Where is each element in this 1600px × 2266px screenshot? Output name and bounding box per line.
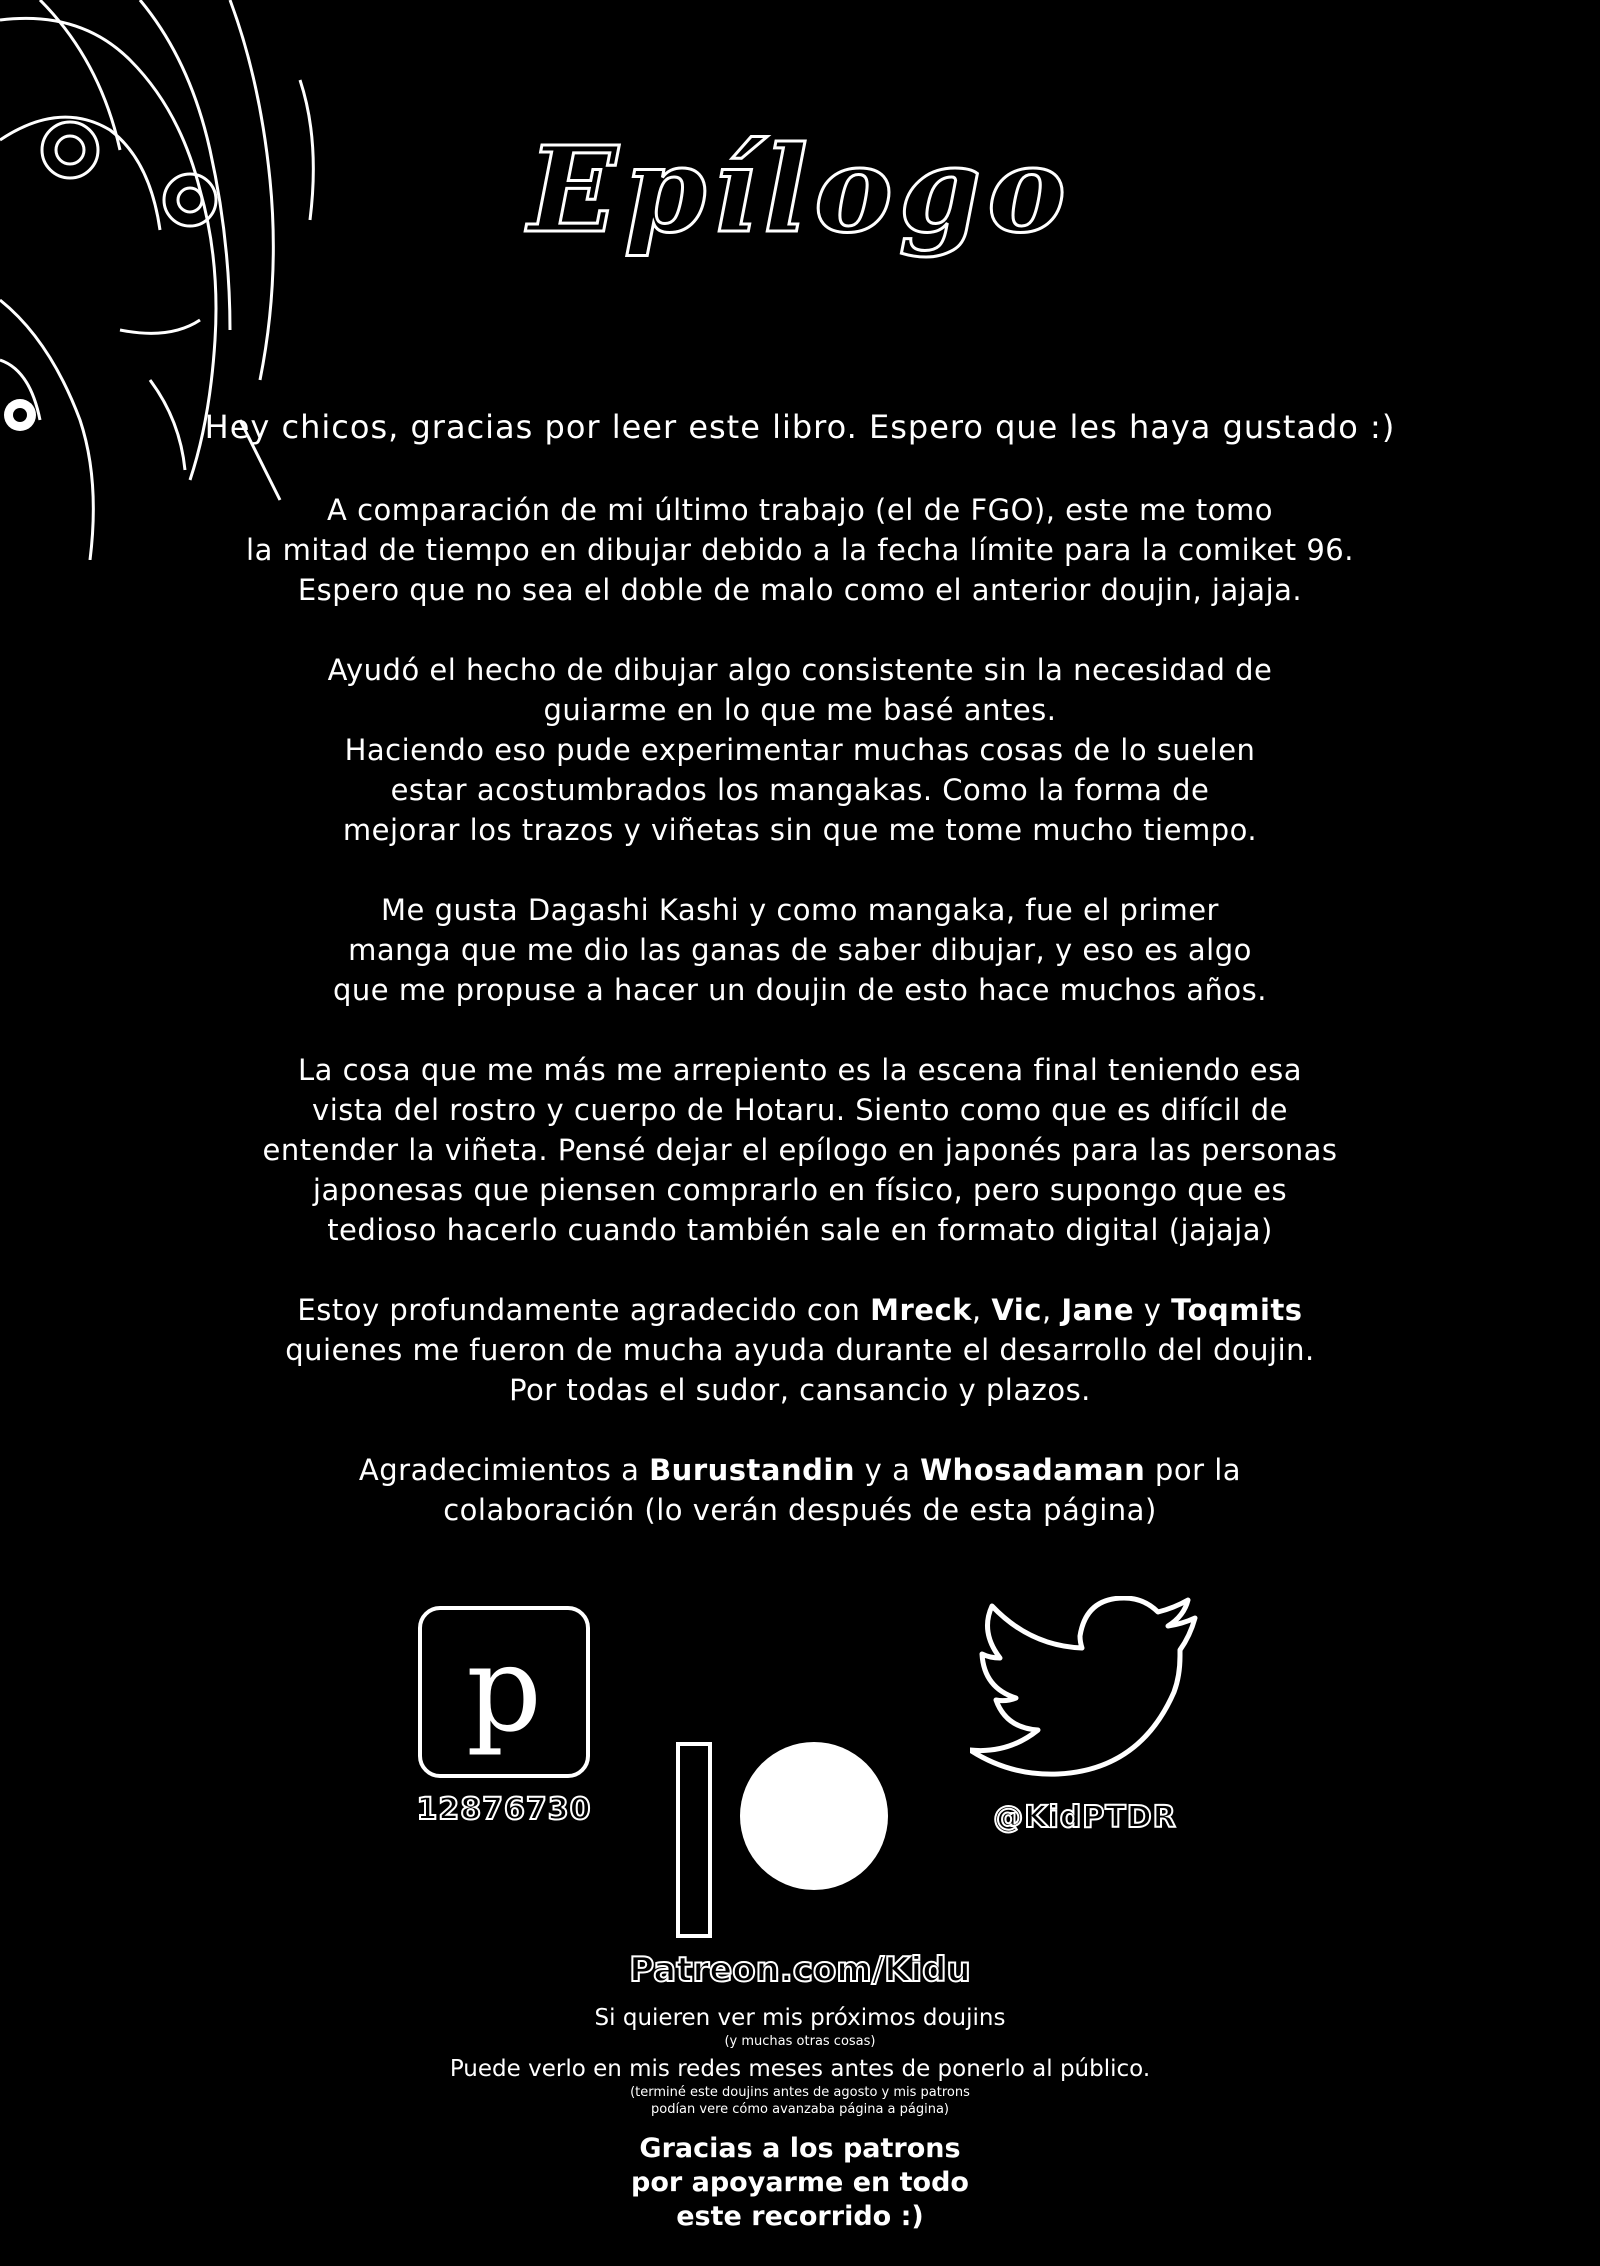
- twitter-handle: @KidPTDR: [993, 1800, 1177, 1835]
- text-line: A comparación de mi último trabajo (el de FGO), este me tomo: [327, 493, 1273, 527]
- greeting: Hey chicos, gracias por leer este libro. Espero que les haya gustado :): [204, 408, 1396, 446]
- paragraph-4: [140, 1050, 1460, 1250]
- pixiv-id: 12876730: [416, 1792, 592, 1827]
- footer-note-2a: (terminé este doujins antes de agosto y mis patrons: [630, 2085, 970, 2100]
- footer-note-2b: podían vere cómo avanzaba página a página): [650, 2102, 950, 2117]
- text-line: entender la viñeta. Pensé dejar el epílogo en japonés para las personas: [262, 1133, 1338, 1167]
- text-line: japonesas que piensen comprarlo en físico, pero supongo que es: [312, 1173, 1288, 1207]
- footer-note-1: (y muchas otras cosas): [724, 2034, 876, 2049]
- epilogue-body: [140, 490, 1460, 1570]
- thanked-name: Vic: [991, 1293, 1042, 1327]
- paragraph-2: [140, 650, 1460, 850]
- text-line: la mitad de tiempo en dibujar debido a la fecha límite para la comiket 96.: [246, 533, 1354, 567]
- footer-line-2: Puede verlo en mis redes meses antes de ponerlo al público.: [449, 2056, 1151, 2082]
- thanked-name: Mreck: [870, 1293, 972, 1327]
- text-line: Por todas el sudor, cansancio y plazos.: [509, 1373, 1091, 1407]
- text-line: estar acostumbrados los mangakas. Como la forma de: [390, 773, 1210, 807]
- text-line: manga que me dio las ganas de saber dibujar, y eso es algo: [348, 933, 1252, 967]
- pixiv-p-icon: p: [418, 1606, 590, 1778]
- paragraph-3: [140, 890, 1460, 1010]
- patreon-logo-icon: [672, 1740, 892, 1940]
- thanked-name: Jane: [1061, 1293, 1135, 1327]
- thanks-line: este recorrido :): [676, 2201, 924, 2232]
- text-line: Ayudó el hecho de dibujar algo consistente sin la necesidad de: [327, 653, 1273, 687]
- text-line: Me gusta Dagashi Kashi y como mangaka, fue el primer: [381, 893, 1219, 927]
- text-line: vista del rostro y cuerpo de Hotaru. Siento como que es difícil de: [312, 1093, 1288, 1127]
- text-line: mejorar los trazos y viñetas sin que me tome mucho tiempo.: [342, 813, 1258, 847]
- patreon-url: Patreon.com/Kidu: [629, 1950, 971, 1990]
- collaborator-name: Whosadaman: [920, 1453, 1146, 1487]
- text-line: tedioso hacerlo cuando también sale en formato digital (jajaja): [327, 1213, 1273, 1247]
- twitter-bird-icon: [970, 1596, 1200, 1786]
- collab-paragraph: [140, 1450, 1460, 1530]
- text-line: quienes me fueron de mucha ayuda durante el desarrollo del doujin.: [285, 1333, 1315, 1367]
- text-line: que me propuse a hacer un doujin de esto hace muchos años.: [333, 973, 1267, 1007]
- collaborator-name: Burustandin: [649, 1453, 855, 1487]
- footer-line-1: Si quieren ver mis próximos doujins: [594, 2005, 1006, 2031]
- text-line: Haciendo eso pude experimentar muchas cosas de lo suelen: [344, 733, 1256, 767]
- text-line: Agradecimientos a Burustandin y a Whosadaman por la: [358, 1453, 1242, 1487]
- page-title: Epílogo: [527, 120, 1073, 259]
- character-sketch: [0, 0, 330, 560]
- text-line: guiarme en lo que me basé antes.: [543, 693, 1057, 727]
- patron-thanks: [0, 2132, 1600, 2234]
- thanks-line: Gracias a los patrons: [639, 2133, 961, 2164]
- text-line: Espero que no sea el doble de malo como el anterior doujin, jajaja.: [297, 573, 1303, 607]
- text-line: La cosa que me más me arrepiento es la escena final teniendo esa: [297, 1053, 1303, 1087]
- thanks-line: por apoyarme en todo: [631, 2167, 969, 2198]
- text-line: Estoy profundamente agradecido con Mreck, Vic, Jane y Toqmits: [297, 1293, 1303, 1327]
- thanked-name: Toqmits: [1171, 1293, 1303, 1327]
- thanks-paragraph: [140, 1290, 1460, 1410]
- text-line: colaboración (lo verán después de esta página): [443, 1493, 1157, 1527]
- paragraph-1: [140, 490, 1460, 610]
